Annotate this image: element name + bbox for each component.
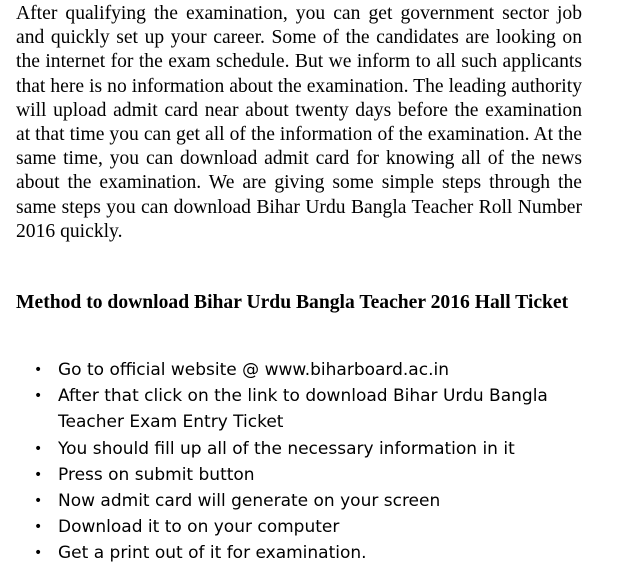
step-text: Now admit card will generate on your screen [58, 491, 441, 512]
list-item [34, 462, 594, 488]
bullet-icon: • [34, 440, 43, 457]
bullet-icon: • [34, 519, 43, 536]
step-text: Get a print out of it for examination. [58, 543, 367, 564]
list-item [34, 436, 594, 462]
list-item [34, 540, 594, 566]
step-text: Download it to on your computer [58, 517, 340, 538]
steps-list [34, 357, 594, 567]
section-heading: Method to download Bihar Urdu Bangla Teacher 2016 Hall Ticket [16, 292, 569, 313]
document-page [16, 0, 582, 564]
list-item [34, 514, 594, 540]
bullet-icon: • [34, 362, 43, 378]
bullet-icon: • [34, 388, 43, 405]
list-item [34, 357, 594, 383]
step-text: After that click on the link to download Bihar Urdu Bangla Teacher Exam Entry Ticket [58, 386, 548, 433]
list-item [34, 488, 594, 514]
step-text: Go to official website @ www.biharboard.ac.in [58, 360, 449, 380]
bullet-icon: • [34, 493, 43, 510]
list-item [34, 383, 594, 435]
step-text: You should fill up all of the necessary information in it [58, 438, 515, 459]
step-text: Press on submit button [58, 464, 255, 485]
intro-paragraph: After qualifying the examination, you can get government sector job and quickly set up your career. Some of the candidates are looking on the internet for the exam schedule. But we inform to all such applicants that here is no information about the examination. The leading authority will upload admit card near about twenty days before the examination at that time you can get all of the information of the examination. At the same time, you can download admit card for knowing all of the news about the examination. We are giving some simple steps through the same steps you can download Bihar Urdu Bangla Teacher Roll Number 2016 quickly. [16, 3, 582, 242]
bullet-icon: • [34, 545, 43, 562]
bullet-icon: • [34, 466, 43, 483]
